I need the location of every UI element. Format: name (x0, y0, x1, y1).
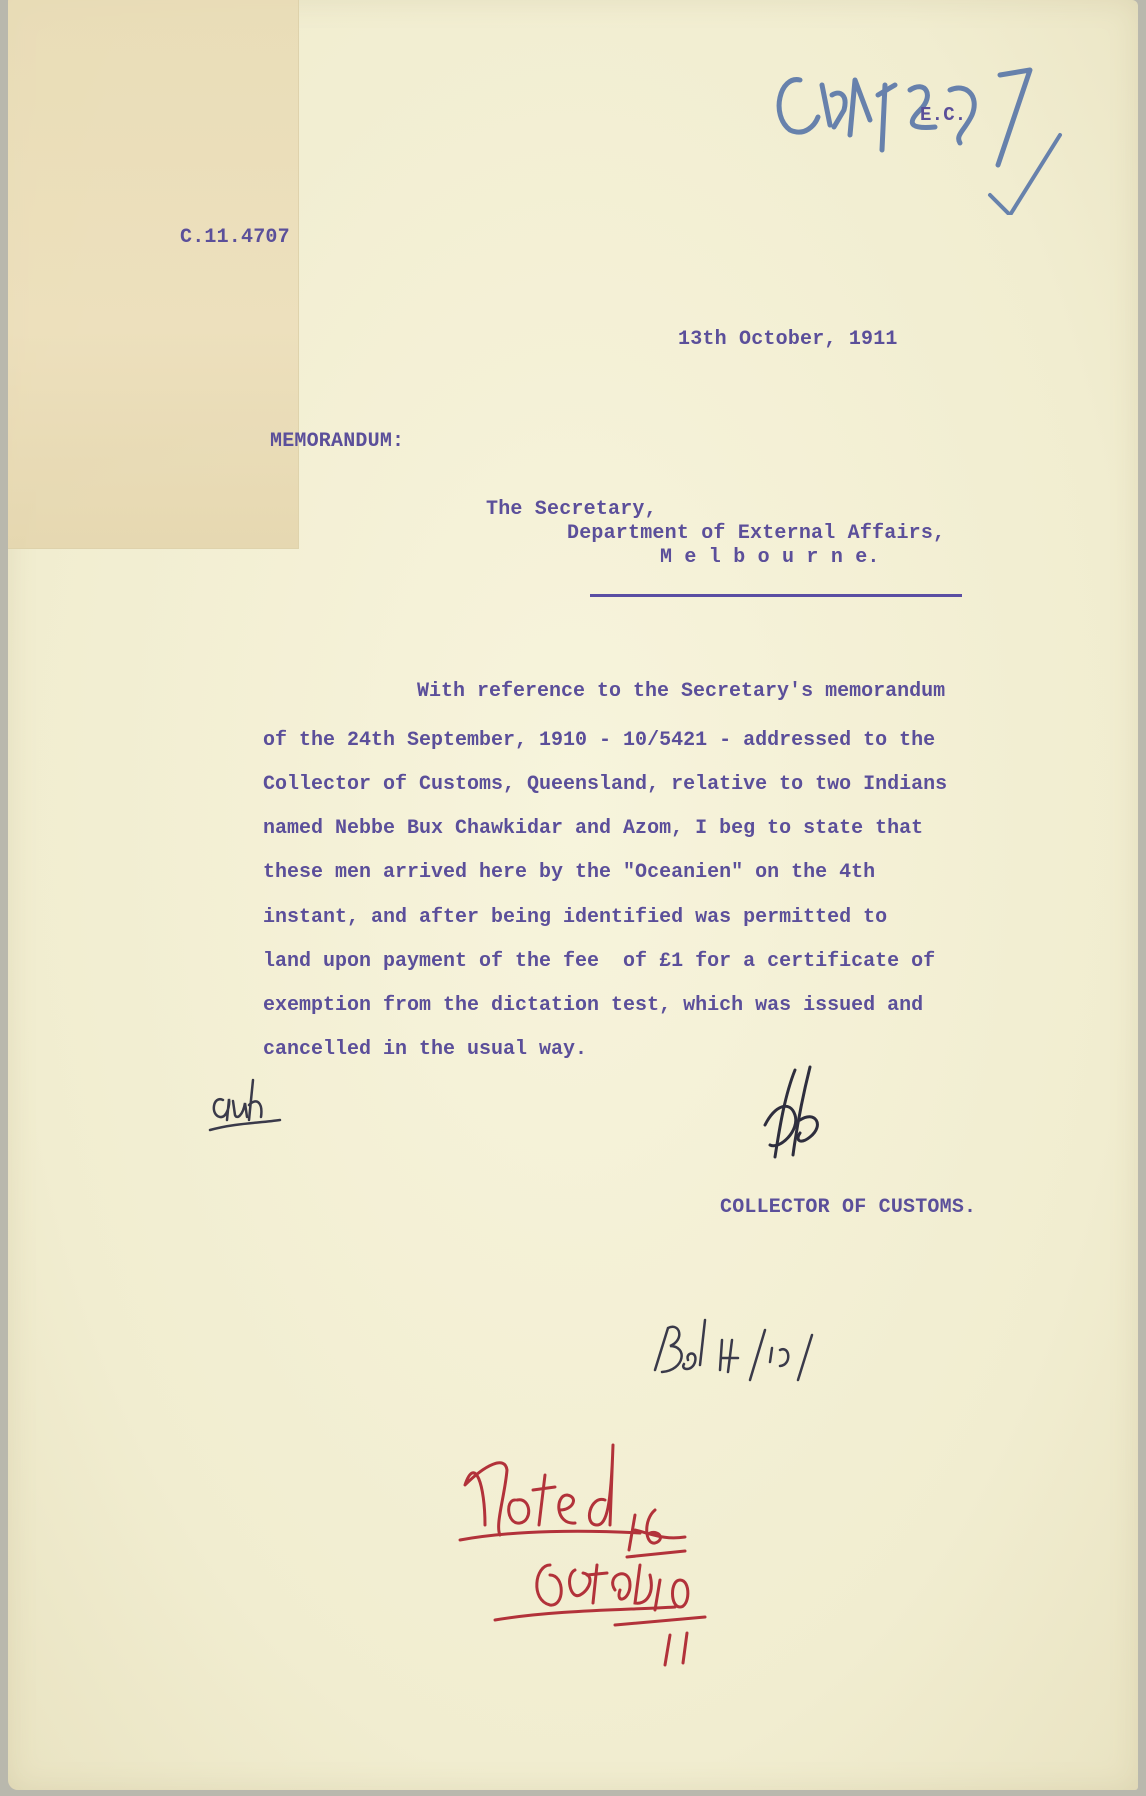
file-number: C.11.4707 (180, 226, 290, 249)
addressee-underline (590, 594, 962, 597)
memo-label: MEMORANDUM: (270, 430, 405, 453)
body-line: instant, and after being identified was permitted to (263, 906, 888, 929)
office-mark: E.C. (920, 104, 967, 126)
handwritten-file-number (760, 55, 1090, 215)
body-line: named Nebbe Bux Chawkidar and Azom, I beg to state that (263, 817, 924, 840)
initials-text (0, 0, 1, 1)
body-line: of the 24th September, 1910 - 10/5421 - addressed to the (263, 729, 936, 752)
body-line: these men arrived here by the "Oceanien" on the 4th (263, 861, 876, 884)
memo-date: 13th October, 1911 (678, 328, 898, 351)
handwritten-received-note (640, 1310, 820, 1400)
addressee-department: Department of External Affairs, (567, 522, 946, 545)
collector-signature (755, 1065, 835, 1165)
handwritten-initials (205, 1065, 295, 1135)
addressee-city: M e l b o u r n e. (660, 546, 880, 569)
body-line: land upon payment of the fee of £1 for a certificate of (263, 950, 936, 973)
addressee-title: The Secretary, (486, 498, 657, 521)
body-line: exemption from the dictation test, which was issued and (263, 994, 924, 1017)
body-line: cancelled in the usual way. (263, 1038, 588, 1061)
paper-stain (8, 0, 299, 549)
signature-title: COLLECTOR OF CUSTOMS. (720, 1196, 977, 1219)
body-line: Collector of Customs, Queensland, relative to two Indians (263, 773, 948, 796)
handwritten-noted (455, 1425, 805, 1675)
body-line: With reference to the Secretary's memorandum (417, 680, 946, 703)
